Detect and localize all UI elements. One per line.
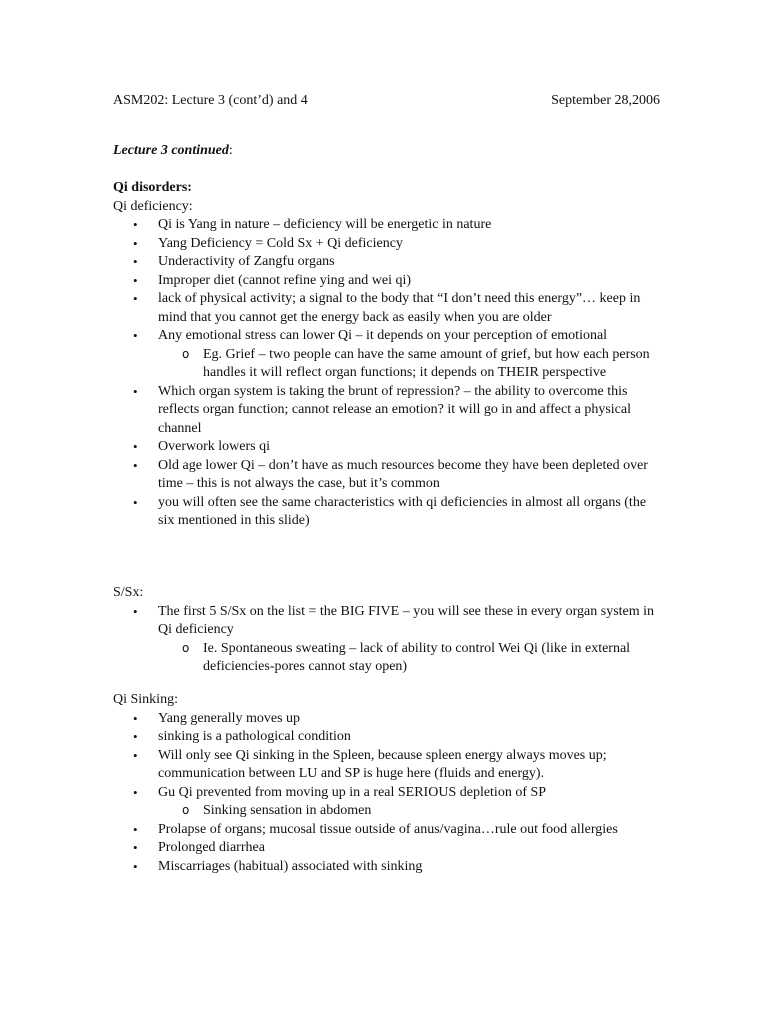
section-title: Qi disorders: xyxy=(113,180,192,195)
bullet-icon: • xyxy=(133,840,138,855)
bullet-list xyxy=(113,710,658,877)
bullet-icon: • xyxy=(133,710,138,726)
section-title: Qi Sinking: xyxy=(113,692,178,707)
bullet-list xyxy=(113,216,658,531)
list-item-text: Gu Qi prevented from moving up in a real SERIOUS depletion of SP xyxy=(158,784,547,800)
lecture-title: Lecture 3 continued xyxy=(113,143,229,158)
lecture-colon: : xyxy=(228,143,233,158)
list-item xyxy=(113,327,658,383)
section-qi-sinking xyxy=(113,691,658,876)
list-item xyxy=(113,253,658,272)
list-item-text: sinking is a pathological condition xyxy=(158,729,351,744)
list-item xyxy=(113,494,658,531)
bullet-icon: • xyxy=(133,439,138,454)
sub-list-item xyxy=(158,640,633,677)
sub-list-item-text: Ie. Spontaneous sweating – lack of ability to control Wei Qi (like in external deficiencies-pores cannot stay open) xyxy=(203,640,631,674)
bullet-icon: • xyxy=(133,603,138,619)
bullet-icon: • xyxy=(133,235,138,251)
list-item-text: Any emotional stress can lower Qi – it depends on your perception of emotional xyxy=(158,328,608,343)
lecture-heading xyxy=(113,142,233,161)
list-item xyxy=(113,290,658,327)
list-item xyxy=(113,784,658,821)
sub-bullet-icon: o xyxy=(182,346,190,361)
list-item xyxy=(113,457,658,494)
sub-bullet-list xyxy=(158,640,668,677)
bullet-list xyxy=(113,603,658,677)
list-item xyxy=(113,728,658,747)
list-item xyxy=(113,839,658,858)
list-item-text: Overwork lowers qi xyxy=(158,439,270,454)
section-qi-deficiency xyxy=(113,179,658,531)
bullet-icon: • xyxy=(133,494,138,510)
sub-list-item xyxy=(158,802,658,821)
list-item-text: lack of physical activity; a signal to the body that “I don’t need this energy”… keep in mind that you cannot get the energy back as easily when you are older xyxy=(158,291,641,325)
list-item xyxy=(113,272,658,291)
course-title: ASM202: Lecture 3 (cont’d) and 4 xyxy=(113,93,308,108)
sub-list-item-text: Sinking sensation in abdomen xyxy=(203,803,372,818)
sub-list-item xyxy=(158,346,673,383)
list-item-text: Miscarriages (habitual) associated with sinking xyxy=(158,858,423,874)
sub-bullet-list xyxy=(158,802,658,821)
list-item-text: Old age lower Qi – don’t have as much resources become they have been depleted over time – this is not always the case, but it’s common xyxy=(158,457,648,491)
list-item-text: Which organ system is taking the brunt of repression? – the ability to overcome this reflects organ function; cannot release an emotion? it will go in and affect a physical channel xyxy=(158,383,631,436)
list-item-text: Yang Deficiency = Cold Sx + Qi deficiency xyxy=(158,235,403,251)
list-item-text: Qi is Yang in nature – deficiency will be energetic in nature xyxy=(158,217,492,232)
list-item xyxy=(113,821,658,840)
list-item-text: Will only see Qi sinking in the Spleen, because spleen energy always moves up; communication between LU and SP is huge here (fluids and energy). xyxy=(158,747,607,781)
bullet-icon: • xyxy=(133,821,138,837)
bullet-icon: • xyxy=(133,291,138,306)
list-item-text: The first 5 S/Sx on the list = the BIG FIVE – you will see these in every organ system in Qi deficiency xyxy=(158,603,655,637)
list-item xyxy=(113,216,658,235)
bullet-icon: • xyxy=(133,217,138,232)
sub-bullet-icon: o xyxy=(182,640,190,655)
section-subtitle: Qi deficiency: xyxy=(113,198,193,214)
list-item xyxy=(113,603,668,677)
list-item xyxy=(113,747,658,784)
list-item-text: Improper diet (cannot refine ying and wei qi) xyxy=(158,272,412,288)
list-item xyxy=(113,710,658,729)
list-item-text: Underactivity of Zangfu organs xyxy=(158,254,335,269)
section-symptoms xyxy=(113,584,658,677)
list-item xyxy=(113,858,658,877)
bullet-icon: • xyxy=(133,729,138,744)
sub-bullet-icon: o xyxy=(182,803,190,817)
bullet-icon: • xyxy=(133,457,138,473)
bullet-icon: • xyxy=(133,383,138,399)
lecture-date: September 28,2006 xyxy=(551,93,660,108)
list-item-text: you will often see the same characteristics with qi deficiencies in almost all organs (the six mentioned in this slide) xyxy=(158,494,647,528)
bullet-icon: • xyxy=(133,747,138,763)
list-item xyxy=(113,235,658,254)
list-item-text: Yang generally moves up xyxy=(158,710,301,726)
list-item xyxy=(113,383,658,439)
bullet-icon: • xyxy=(133,784,138,800)
bullet-icon: • xyxy=(133,272,138,288)
bullet-icon: • xyxy=(133,858,138,874)
section-title: S/Sx: xyxy=(113,585,144,600)
list-item-text: Prolapse of organs; mucosal tissue outside of anus/vagina…rule out food allergies xyxy=(158,821,618,837)
bullet-icon: • xyxy=(133,328,138,343)
bullet-icon: • xyxy=(133,254,138,269)
list-item xyxy=(113,438,658,457)
sub-bullet-list xyxy=(158,346,658,383)
sub-list-item-text: Eg. Grief – two people can have the same amount of grief, but how each person handles it will reflect organ functions; it depends on THEIR perspective xyxy=(203,346,650,380)
list-item-text: Prolonged diarrhea xyxy=(158,840,265,855)
